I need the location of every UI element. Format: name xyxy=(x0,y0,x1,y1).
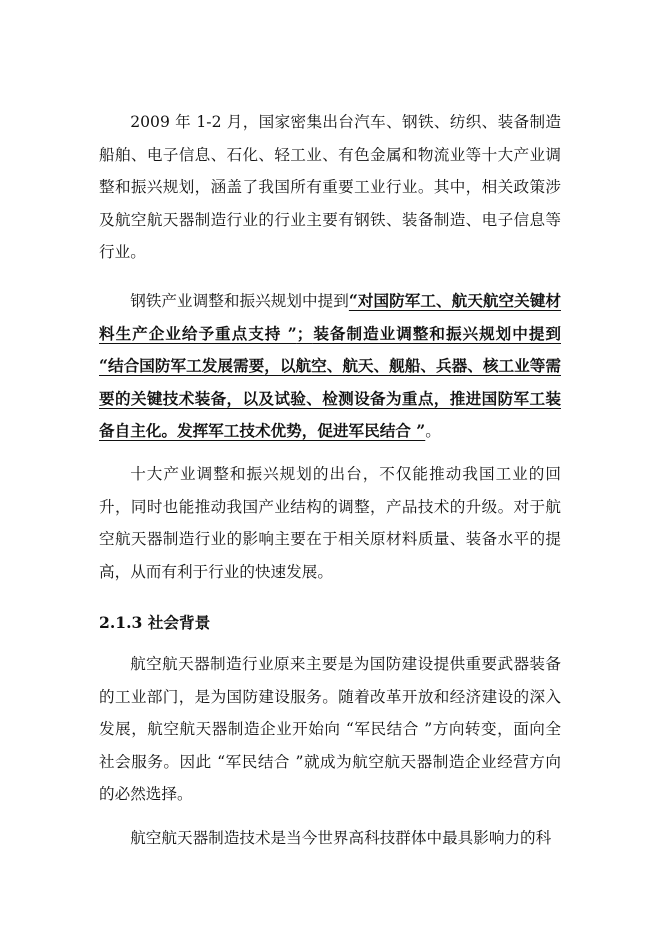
paragraph-steel-equipment-plans xyxy=(99,285,561,448)
period: 。 xyxy=(425,422,441,440)
paragraph-plan-impact: 十大产业调整和振兴规划的出台，不仅能推动我国工业的回升，同时也能推动我国产业结构的调整，产品技术的升级。对于航空航天器制造行业的影响主要在于相关原材料质量、装备水平的提高，从而有利于行业的快速发展。 xyxy=(99,465,561,581)
steel-plan-intro: 钢铁产业调整和振兴规划中提到 xyxy=(130,292,349,310)
paragraph-aerospace-technology: 航空航天器制造技术是当今世界高科技群体中最具影响力的科 xyxy=(130,829,552,847)
equipment-plan-quote: 装备制造业调整和振兴规划中提到 “结合国防军工发展需要，以航空、航天、舰船、兵器、核工业等需要的关键技术装备，以及试验、检测设备为重点，推进国防军工装备自主化。发挥军工技术优势，促进军民结合 ” xyxy=(99,323,561,440)
steel-plan-quote: “对国防军工、航天航空关键材料生产企业给予重点支持 ” xyxy=(99,291,561,343)
semicolon: ； xyxy=(296,323,313,343)
paragraph-military-civil-integration: 航空航天器制造行业原来主要是为国防建设提供重要武器装备的工业部门，是为国防建设服务。随着改革开放和经济建设的深入发展，航空航天器制造企业开始向 “军民结合 ”方向转变，面向全社会服务。因此 “军民结合 ”就成为航空航天器制造企业经营方向的必然选择。 xyxy=(99,655,561,803)
section-heading-social-background: 2.1.3 社会背景 xyxy=(99,613,211,632)
paragraph-policy-overview: 2009 年 1-2 月，国家密集出台汽车、钢铁、纺织、装备制造船舶、电子信息、石化、轻工业、有色金属和物流业等十大产业调整和振兴规划，涵盖了我国所有重要工业行业。其中，相关政策涉及航空航天器制造行业的行业主要有钢铁、装备制造、电子信息等行业。 xyxy=(99,113,561,261)
